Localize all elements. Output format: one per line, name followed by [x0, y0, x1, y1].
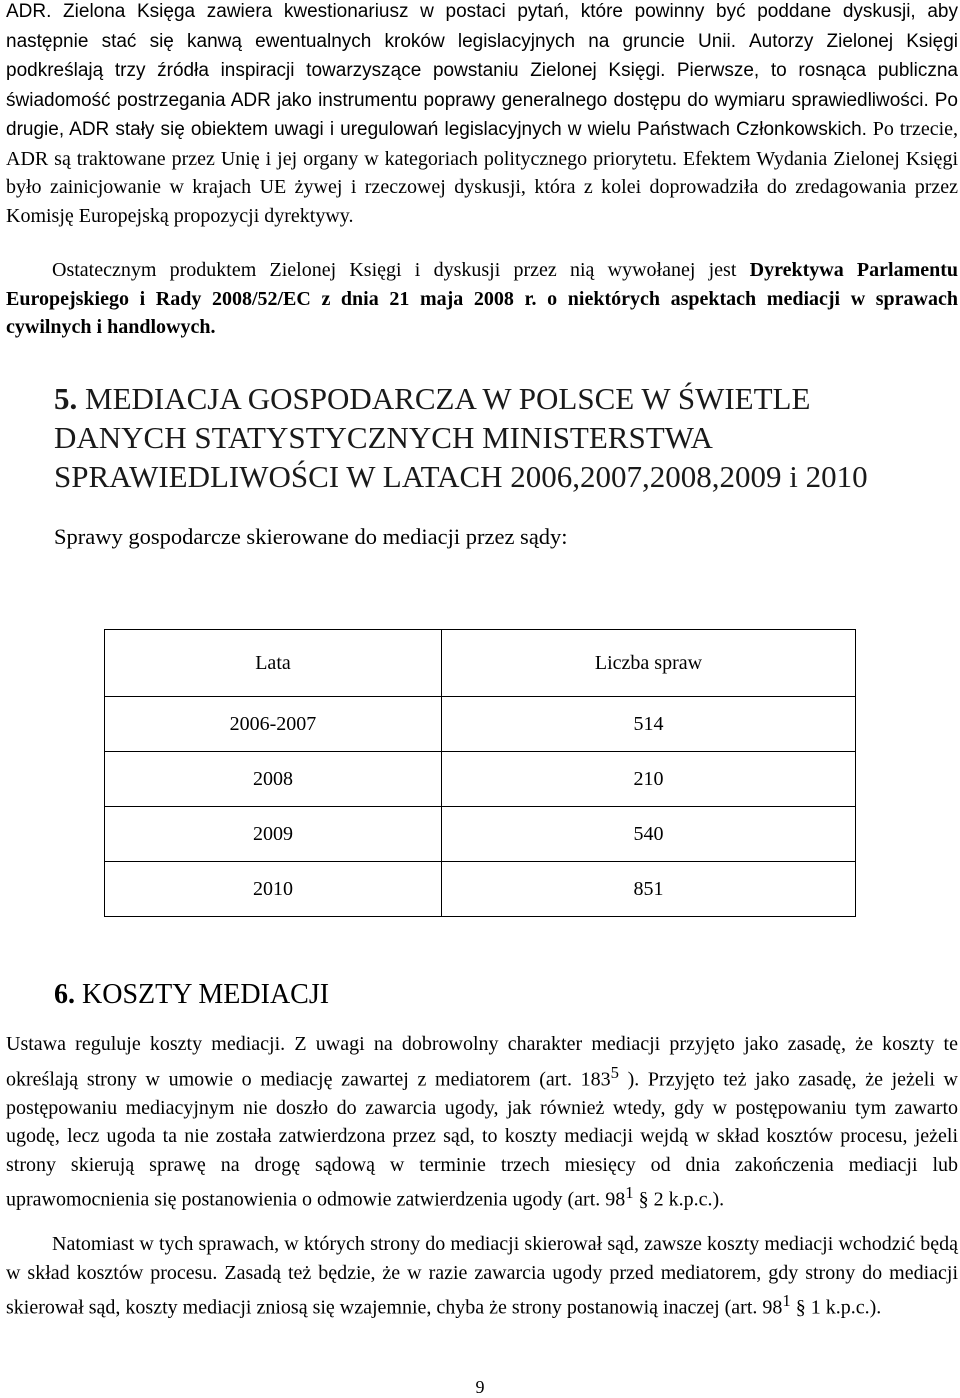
table-row: [105, 807, 856, 862]
paragraph-costs-2: [6, 1230, 958, 1322]
cell-year: 2006-2007: [105, 697, 442, 752]
mediation-cases-table: [104, 629, 856, 917]
page-number: 9: [475, 1377, 485, 1397]
costs-text-c: § 2 k.p.c.).: [633, 1188, 725, 1211]
paragraph-green-paper: [6, 0, 958, 230]
text-s2: Autorzy Zielonej Księgi podkreślają trzy źródła inspiracji towarzyszące powstaniu Zielonej Księgi.: [6, 30, 958, 81]
paragraph-directive: [6, 256, 958, 342]
costs2-text-b: § 1 k.p.c.).: [790, 1296, 882, 1319]
text-s3: Pierwsze, to rosnąca publiczna świadomość postrzegania ADR jako instrumentu poprawy generalnego dostępu do wymiaru sprawiedliwości.: [6, 60, 958, 111]
section-5-title-line3: SPRAWIEDLIWOŚCI W LATACH 2006,2007,2008,2009 i 2010: [54, 459, 868, 494]
text-s4: Po drugie, ADR stały się obiektem uwagi i uregulowań legislacyjnych w wielu Państwach Członkowskich.: [6, 89, 958, 140]
cell-count: 514: [441, 697, 855, 752]
table-header-row: [105, 630, 856, 697]
section-5-title-line2: DANYCH STATYSTYCZNYCH MINISTERSTWA: [54, 420, 713, 455]
article-superscript: 1: [625, 1183, 634, 1203]
cell-count: 851: [441, 862, 855, 917]
section-5-title-line1: MEDIACJA GOSPODARCZA W POLSCE W ŚWIETLE: [85, 381, 811, 416]
cell-year: 2010: [105, 862, 442, 917]
directive-lead: Ostatecznym produktem Zielonej Księgi i dyskusji przez nią wywołanej jest: [52, 259, 737, 281]
costs-text-a: Ustawa reguluje koszty mediacji. Z uwagi na dobrowolny charakter mediacji przyjęto jako zasadę, że koszty te określają strony w umowie o mediację zawartej z mediatorem (art. 183: [6, 1033, 958, 1091]
costs2-text-a: Natomiast w tych sprawach, w których strony do mediacji skierował sąd, zawsze koszty mediacji wchodzić będą w skład kosztów procesu. Zasadą też będzie, że w razie zawarcia ugody przed mediatorem, gdy strony do mediacji skierował sąd, koszty mediacji zniosą się wzajemnie, chyba że strony postanowią inaczej (art. 98: [6, 1233, 958, 1319]
article-superscript: 1: [782, 1291, 791, 1310]
directive-title: Dyrektywa Parlamentu Europejskiego i Rady 2008/52/EC z dnia 21 maja 2008 r. o niektórych aspektach mediacji w sprawach cywilnych i handlowych.: [6, 259, 959, 338]
table-row: [105, 697, 856, 752]
text-s1: ADR. Zielona Księga zawiera kwestionariusz w postaci pytań, które powinny być poddane dyskusji, aby następnie stać się kanwą ewentualnych kroków legislacyjnych na gruncie Unii.: [6, 1, 958, 52]
text-s5: Po trzecie, ADR są traktowane przez Unię i jej organy w kategoriach politycznego priorytetu.: [6, 118, 959, 170]
footnote-ref: 5: [610, 1062, 619, 1082]
section-5-number: 5.: [54, 381, 78, 416]
cell-count: 210: [441, 752, 855, 807]
cell-year: 2008: [105, 752, 442, 807]
section-6-number: 6.: [54, 979, 75, 1010]
section-6-heading: [54, 977, 329, 1013]
paragraph-costs-1: [6, 1030, 958, 1214]
cell-year: 2009: [105, 807, 442, 862]
table-row: [105, 752, 856, 807]
header-years: Lata: [105, 630, 442, 697]
costs-text-b: ). Przyjęto też jako zasadę, że jeżeli w postępowaniu mediacyjnym nie doszło do zawarcia ugody, jak również wtedy, gdy w postępowaniu tym zawarto ugodę, lecz ugoda ta nie została zatwierdzona przez sąd, to koszty mediacji wejdą w skład kosztów procesu, jeżeli strony skierują sprawę na drogę sądową w terminie trzech miesięcy od dnia zakończenia mediacji lub uprawomocnienia się postanowienia o odmowie zatwierdzenia ugody (art. 98: [6, 1068, 958, 1211]
section-6-title: KOSZTY MEDIACJI: [82, 979, 330, 1010]
section-5-heading: [54, 379, 954, 496]
header-case-count: Liczba spraw: [441, 630, 855, 697]
table-row: [105, 862, 856, 917]
table-caption: Sprawy gospodarcze skierowane do mediacji przez sądy:: [54, 524, 568, 549]
cell-count: 540: [441, 807, 855, 862]
text-s6: Efektem Wydania Zielonej Księgi było zainicjowanie w krajach UE żywej i rzeczowej dyskusji, która z kolei doprowadziła do zredagowania przez Komisję Europejską propozycji dyrektywy.: [6, 147, 958, 227]
